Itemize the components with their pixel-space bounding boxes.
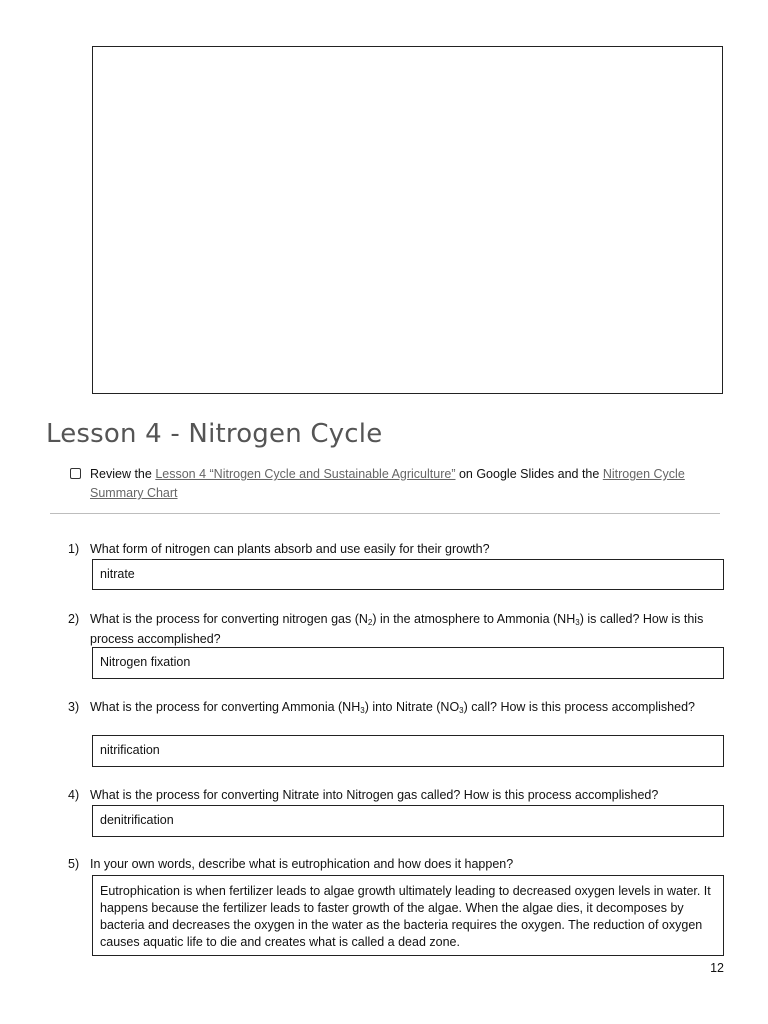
question-2 [68,611,728,648]
answer-field-2[interactable]: Nitrogen fixation [92,647,724,679]
question-text: In your own words, describe what is eutrophication and how does it happen? [90,857,514,871]
review-checkbox[interactable] [70,468,81,479]
question-text: What form of nitrogen can plants absorb and use easily for their growth? [90,542,490,556]
question-4 [68,787,728,804]
question-number: 1) [68,542,80,556]
review-prefix: Review the [90,467,156,481]
question-number: 2) [68,612,80,626]
question-number: 3) [68,700,80,714]
question-5 [68,856,728,873]
section-divider [50,513,720,514]
question-text: What is the process for converting nitrogen gas $(N_2)$ in the atmosphere to Ammonia $(NH_3)$ is called? How is this process accomplished? [90,612,704,646]
lesson-4-slides-link[interactable]: Lesson 4 “Nitrogen Cycle and Sustainable Agriculture” [155,467,456,481]
question-number: 4) [68,788,80,802]
question-text: What is the process for converting Ammonia $(NH_3)$ into Nitrate $(NO_3)$ call? How is this process accomplished? [90,700,695,715]
question-1 [68,541,728,558]
lesson-title: Lesson 4 - Nitrogen Cycle [46,419,383,449]
page-number: 12 [710,961,724,975]
question-3 [68,699,728,719]
answer-field-5[interactable]: Eutrophication is when fertilizer leads to algae growth ultimately leading to decreased oxygen levels in water. It happens because the fertilizer leads to faster growth of the algae. When the algae dies, it decomposes by bacteria and decreases the oxygen in the water as the bacteria requires the oxygen. The reduction of oxygen causes aquatic life to die and creates what is called a dead zone. [92,875,724,956]
review-text [70,465,720,503]
review-middle: on Google Slides and the [455,467,603,481]
answer-field-4[interactable]: denitrification [92,805,724,837]
review-task [70,465,720,503]
question-text: What is the process for converting Nitrate into Nitrogen gas called? How is this process accomplished? [90,788,659,802]
question-number: 5) [68,857,80,871]
answer-field-1[interactable]: nitrate [92,559,724,590]
empty-drawing-box [92,46,723,394]
answer-field-3[interactable]: nitrification [92,735,724,767]
summary-chart-link[interactable]: Nitrogen Cycle Summary Chart [90,467,685,500]
